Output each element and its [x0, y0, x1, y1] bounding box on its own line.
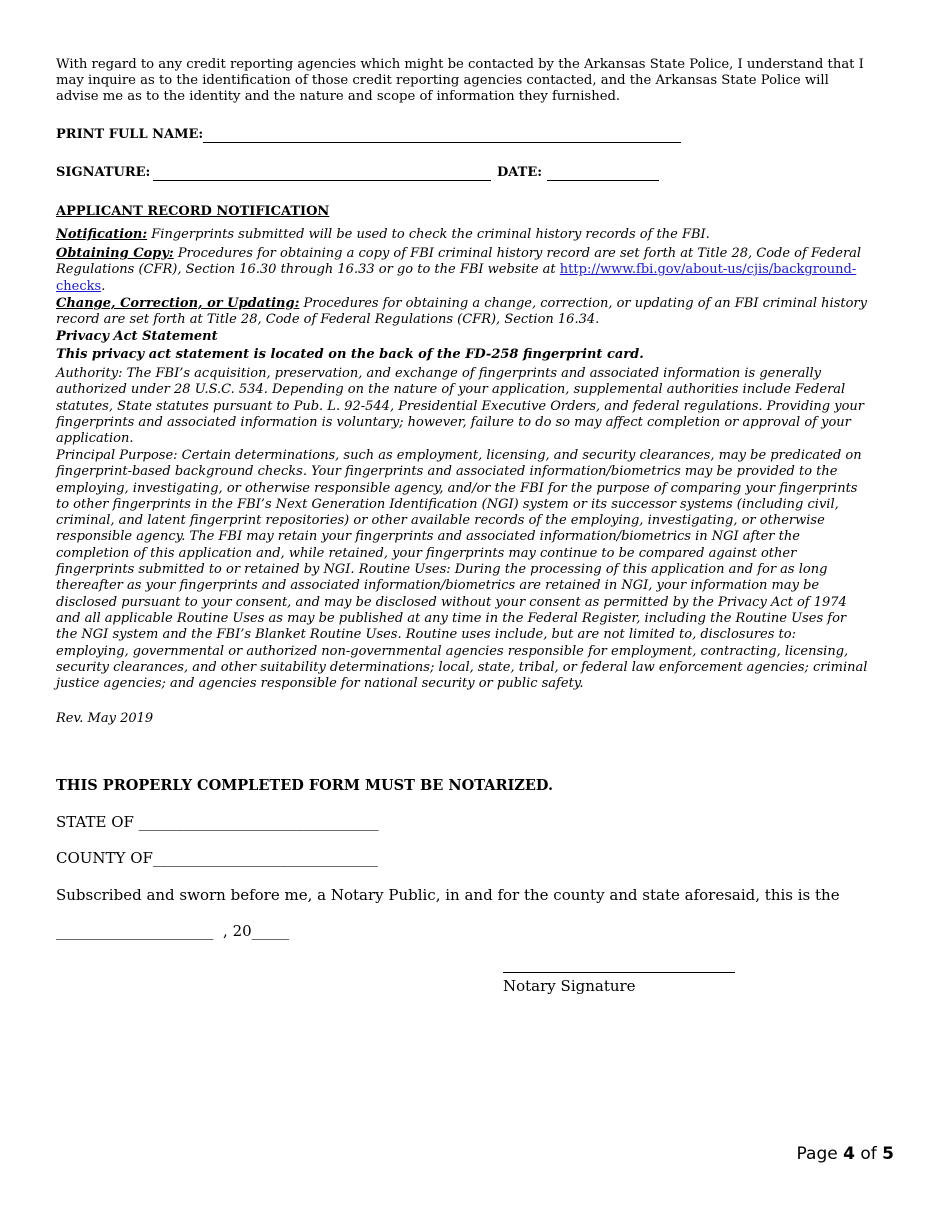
page-total: 5 — [882, 1144, 894, 1164]
change-correction-paragraph — [56, 296, 871, 329]
notary-signature-label: Notary Signature — [503, 977, 636, 995]
notification-text: Fingerprints submitted will be used to check the criminal history records of the FBI. — [147, 227, 710, 242]
fbi-website-link[interactable]: http://www.fbi.gov/about-us/cjis/background- — [559, 262, 857, 278]
date-label: DATE: — [497, 165, 543, 180]
principal-purpose-paragraph: Principal Purpose: Certain determinations, such as employment, licensing, and security clearances, may be predicated on fingerprint-based background checks. Your fingerprints and associated information/biometrics may be provided to the employing, investigating, or otherwise responsible agency, and/or the FBI for the purpose of comparing your fingerprints to other fingerprints in the FBI’s Next Generation Identification (NGI) system or its successor systems (including civil, criminal, and latent fingerprint repositories) or other available records of the employing, investigating, or otherwise responsible agency. The FBI may retain your fingerprints and associated information/biometrics in NGI after the completion of this application and, while retained, your fingerprints may continue to be compared against other fingerprints submitted to or retained by NGI. Routine Uses: During the processing of this application and for as long thereafter as your fingerprints and associated information/biometrics are retained in NGI, your information may be disclosed pursuant to your consent, and may be disclosed without your consent as permitted by the Privacy Act of 1974 and all applicable Routine Uses as may be published at any time in the Federal Register, including the Routine Uses for the NGI system and the FBI’s Blanket Routine Uses. Routine uses include, but are not limited to, disclosures to: employing, governmental or authorized non-governmental agencies responsible for employment, contracting, licensing, security clearances, and other suitability determinations; local, state, tribal, or federal law enforcement agencies; criminal justice agencies; and agencies responsible for national security or public safety. — [56, 448, 868, 692]
date-field[interactable] — [547, 180, 659, 181]
print-name-field[interactable] — [203, 142, 681, 143]
obtaining-copy-end: . — [101, 278, 106, 294]
credit-agency-statement: With regard to any credit reporting agencies which might be contacted by the Arkansas State Police, I understand that I may inquire as to the identification of those credit reporting agencies contacted, and the Arkansas State Police will advise me as to the identity and the nature and scope of information they furnished. — [56, 57, 864, 105]
revision-date: Rev. May 2019 — [56, 711, 154, 726]
change-correction-text: Procedures for obtaining a change, correction, or updating of an FBI criminal history record are set forth at Title 28, Code of Federal Regulations (CFR), Section 16.34. — [56, 296, 867, 328]
state-of-field[interactable]: STATE OF ________________________________ — [56, 813, 379, 831]
signature-label: SIGNATURE: — [56, 165, 151, 180]
change-correction-label: Change, Correction, or Updating: — [56, 296, 300, 311]
authority-paragraph: Authority: The FBI’s acquisition, preservation, and exchange of fingerprints and associated information is generally authorized under 28 U.S.C. 534. Depending on the nature of your application, supplemental authorities include Federal statutes, State statutes pursuant to Pub. L. 92-544, Presidential Executive Orders, and federal regulations. Providing your fingerprints and associated information is voluntary; however, failure to do so may affect completion or approval of your application. — [56, 366, 865, 447]
fbi-website-link-cont[interactable]: checks — [56, 278, 102, 294]
page-number — [797, 1144, 894, 1164]
notarize-heading: THIS PROPERLY COMPLETED FORM MUST BE NOTARIZED. — [56, 777, 554, 794]
sworn-statement: Subscribed and sworn before me, a Notary Public, in and for the county and state aforesaid, this is the — [56, 886, 840, 904]
page-word: Page — [796, 1144, 838, 1164]
notification-paragraph — [56, 227, 871, 243]
obtaining-copy-paragraph — [56, 246, 871, 295]
obtaining-copy-text: Procedures for obtaining a copy of FBI criminal history record are set forth at Title 28, Code of Federal Regulations (CFR), Section 16.30 through 16.33 or go to the FBI website at — [56, 246, 862, 278]
signature-field[interactable] — [153, 180, 491, 181]
page-current: 4 — [843, 1144, 855, 1164]
of-word: of — [860, 1144, 877, 1164]
notary-signature-line[interactable] — [503, 972, 735, 973]
print-name-label: PRINT FULL NAME: — [56, 127, 204, 142]
sworn-date-field[interactable]: _____________________ , 20_____ — [56, 922, 290, 940]
obtaining-copy-label: Obtaining Copy: — [56, 246, 174, 261]
county-of-field[interactable]: COUNTY OF______________________________ — [56, 849, 378, 867]
applicant-record-heading: APPLICANT RECORD NOTIFICATION — [56, 204, 330, 219]
privacy-act-location: This privacy act statement is located on the back of the FD-258 fingerprint card. — [56, 347, 644, 362]
notification-label: Notification: — [56, 227, 148, 242]
privacy-act-title: Privacy Act Statement — [56, 329, 218, 344]
